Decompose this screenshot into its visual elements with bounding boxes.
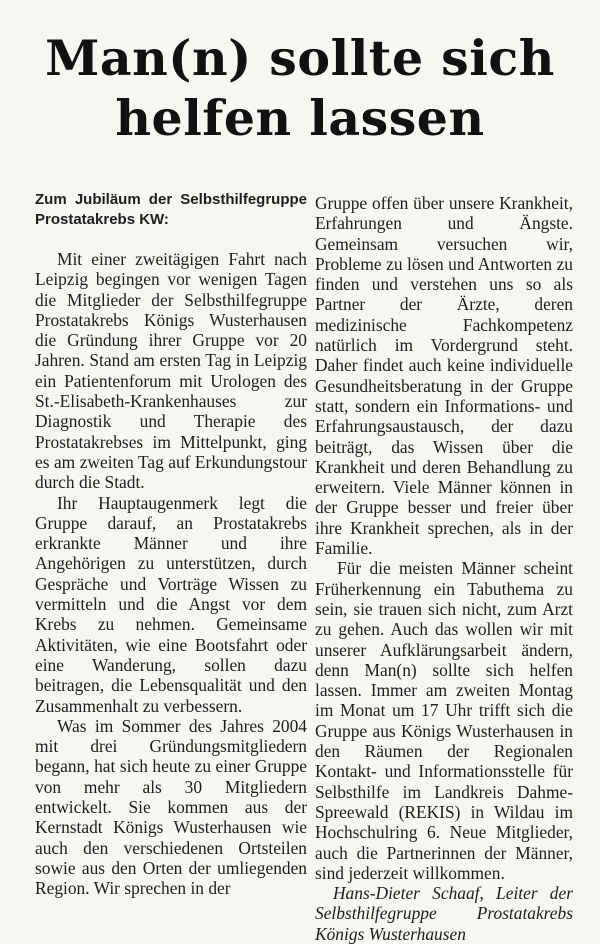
paragraph-3-part-1: Was im Sommer des Jahres 2004 mit drei Gründungsmitgliedern begann, hat sich heute zu einer Gruppe von mehr als 30 Mitgliedern entwickelt. Sie kommen aus der Kernstadt Königs Wusterhausen wie auch den verschiedenen Ortsteilen sowie aus den Orten der umliegenden Region. Wir sprechen in der: [35, 715, 307, 899]
article-column-right: [315, 193, 573, 944]
article-column-left: [35, 190, 307, 899]
paragraph-4: Für die meisten Männer scheint Früherkennung ein Tabuthema zu sein, sie trauen sich nicht, zum Arzt zu gehen. Auch das wollen wir mit unserer Aufklärungsarbeit ändern, denn Man(n) sollte sich helfen lassen. Immer am zweiten Montag im Monat um 17 Uhr trifft sich die Gruppe aus Königs Wusterhausen in den Räumen der Regionalen Kontakt- und Informationsstelle für Selbsthilfe im Landkreis Dahme-Spreewald (REKIS) in Wildau im Hochschulring 6. Neue Mitglieder, auch die Partnerinnen der Männer, sind jederzeit willkommen.: [315, 558, 573, 883]
author-signature: Hans-Dieter Schaaf, Leiter der Selbsthilfegruppe Prostatakrebs Königs Wusterhausen: [315, 883, 573, 944]
kicker: Zum Jubiläum der Selbsthilfegruppe Prostatakrebs KW:: [35, 191, 307, 228]
paragraph-1: Mit einer zweitägigen Fahrt nach Leipzig begingen vor wenigen Tagen die Mitglieder der Selbsthilfegruppe Prostatakrebs Königs Wusterhausen die Gründung ihrer Gruppe vor 20 Jahren. Stand am ersten Tag in Leipzig ein Patientenforum mit Urologen des St.-Elisabeth-Krankenhauses zur Diagnostik und Therapie des Prostatakrebses im Mittelpunkt, ging es am zweiten Tag auf Erkundungstour durch die Stadt.: [35, 249, 307, 493]
headline: [0, 28, 600, 148]
headline-line-2: helfen lassen: [115, 89, 485, 147]
paragraph-2: Ihr Hauptaugenmerk legt die Gruppe darauf, an Prostatakrebs erkrankte Männer und ihre Angehörigen zu unterstützen, durch Gespräche und Vorträge Wissen zu vermitteln und die Angst vor dem Krebs zu nehmen. Gemeinsame Aktivitäten, wie eine Bootsfahrt oder eine Wanderung, sollen dazu beitragen, die Lebensqualität und den Zusammenhalt zu verbessern.: [35, 492, 307, 716]
headline-line-1: Man(n) sollte sich: [45, 29, 555, 87]
paragraph-3-part-2: Gruppe offen über unsere Krankheit, Erfahrungen und Ängste. Gemeinsam versuchen wir, Probleme zu lösen und Antworten zu finden und verstehen uns so als Partner der Ärzte, deren medizinische Fachkompetenz natürlich im Vordergrund steht. Daher findet auch keine individuelle Gesundheitsberatung in der Gruppe statt, sondern ein Informations- und Erfahrungsaustausch, der dazu beiträgt, das Wissen über die Krankheit und deren Behandlung zu erweitern. Viele Männer können in der Gruppe besser und freier über ihre Krankheit sprechen, als in der Familie.: [315, 193, 573, 559]
